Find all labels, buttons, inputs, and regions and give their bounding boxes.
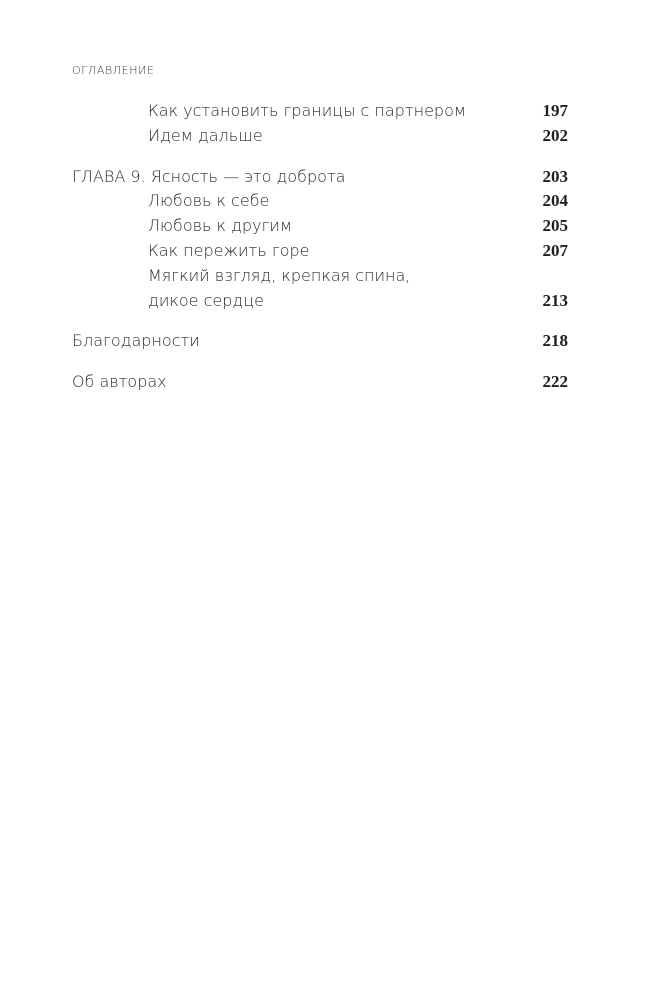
toc-section-title: Об авторах	[72, 372, 167, 391]
toc-entry[interactable]	[0, 289, 667, 313]
toc-chapter-title: ГЛАВА 9. Ясность — это доброта	[72, 167, 346, 186]
toc-entry-title: Любовь к себе	[148, 191, 270, 210]
toc-entry-page: 222	[542, 372, 568, 391]
toc-entry-page: 197	[542, 101, 568, 120]
toc-chapter[interactable]	[0, 165, 667, 189]
toc-entry[interactable]	[0, 264, 667, 288]
toc-section-title: Благодарности	[72, 331, 200, 350]
toc-entry-page: 205	[542, 216, 568, 235]
toc-entry-title: дикое сердце	[148, 291, 264, 310]
toc-entry-page: 202	[542, 126, 568, 145]
toc-entry-title: Как пережить горе	[148, 241, 310, 260]
toc-header: ОГЛАВЛЕНИЕ	[72, 64, 155, 77]
toc-section[interactable]	[0, 370, 667, 394]
toc-entry-page: 203	[542, 167, 568, 186]
toc-entry[interactable]	[0, 189, 667, 213]
toc-entry-page: 204	[542, 191, 568, 210]
toc-entry[interactable]	[0, 124, 667, 148]
toc-section[interactable]	[0, 329, 667, 353]
toc-entry-title: Как установить границы с партнером	[148, 101, 466, 120]
toc-entry-title: Идем дальше	[148, 126, 263, 145]
toc-entry-page: 218	[542, 331, 568, 350]
toc-entry[interactable]	[0, 99, 667, 123]
toc-entry[interactable]	[0, 239, 667, 263]
toc-entry-title: Любовь к другим	[148, 216, 293, 235]
toc-entry-page: 213	[542, 291, 568, 310]
toc-entry-title: Мягкий взгляд, крепкая спина,	[148, 266, 411, 285]
toc-entry[interactable]	[0, 214, 667, 238]
toc-entry-page: 207	[542, 241, 568, 260]
